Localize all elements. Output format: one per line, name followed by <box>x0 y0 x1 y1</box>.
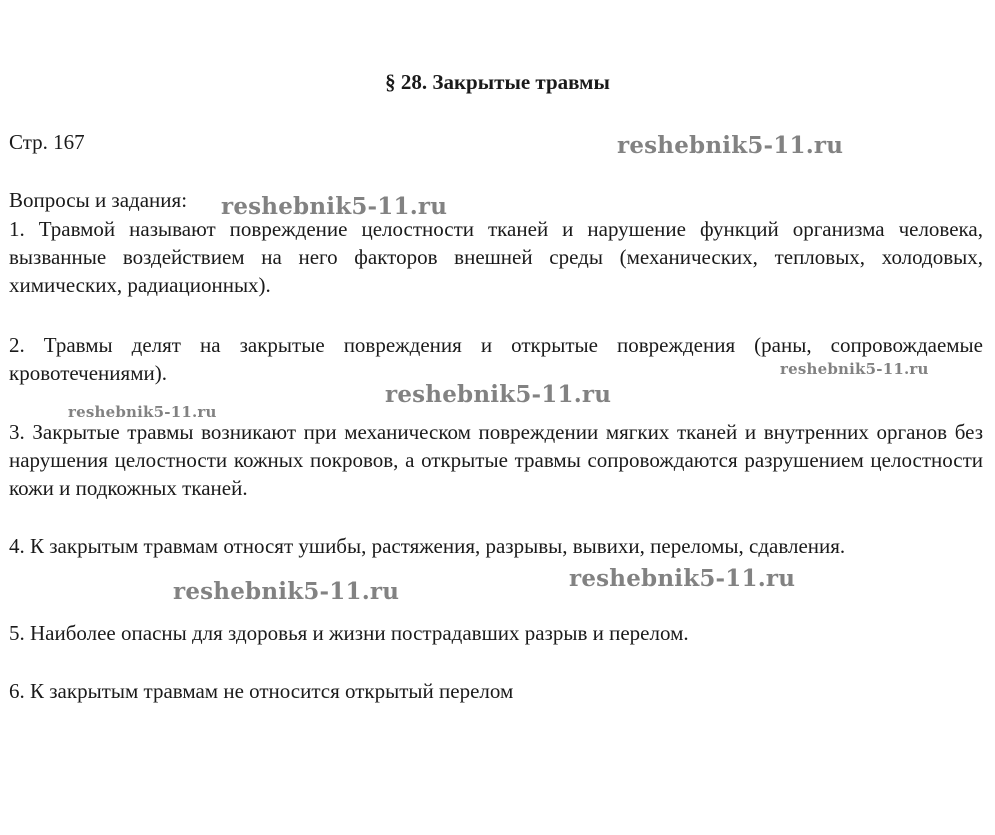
watermark: reshebnik5-11.ru <box>221 193 448 220</box>
answer-2: 2. Травмы делят на закрытые повреждения и открытые повреждения (раны, сопровождаемые кровотечениями). <box>9 333 983 385</box>
watermark: reshebnik5-11.ru <box>569 565 796 592</box>
watermark: reshebnik5-11.ru <box>617 132 844 159</box>
answer-5: 5. Наиболее опасны для здоровья и жизни пострадавших разрыв и перелом. <box>9 621 689 645</box>
answer-6: 6. К закрытым травмам не относится открытый перелом <box>9 679 514 703</box>
answer-4: 4. К закрытым травмам относят ушибы, растяжения, разрывы, вывихи, переломы, сдавления. <box>9 534 846 558</box>
watermark: reshebnik5-11.ru <box>780 360 929 378</box>
watermark: reshebnik5-11.ru <box>173 578 400 605</box>
page-title: § 28. Закрытые травмы <box>385 70 610 94</box>
section-heading: Вопросы и задания: <box>9 188 188 212</box>
answer-1: 1. Травмой называют повреждение целостности тканей и нарушение функций организма человека, вызванные воздействием на него факторов внешней среды (механических, тепловых, холодовых, химических, радиационных). <box>9 217 983 297</box>
watermark: reshebnik5-11.ru <box>68 403 217 421</box>
watermark: reshebnik5-11.ru <box>385 381 612 408</box>
page-reference: Стр. 167 <box>9 130 85 154</box>
answer-3: 3. Закрытые травмы возникают при механическом повреждении мягких тканей и внутренних органов без нарушения целостности кожных покровов, а открытые травмы сопровождаются разрушением целостности кожи и подкожных тканей. <box>9 420 983 500</box>
